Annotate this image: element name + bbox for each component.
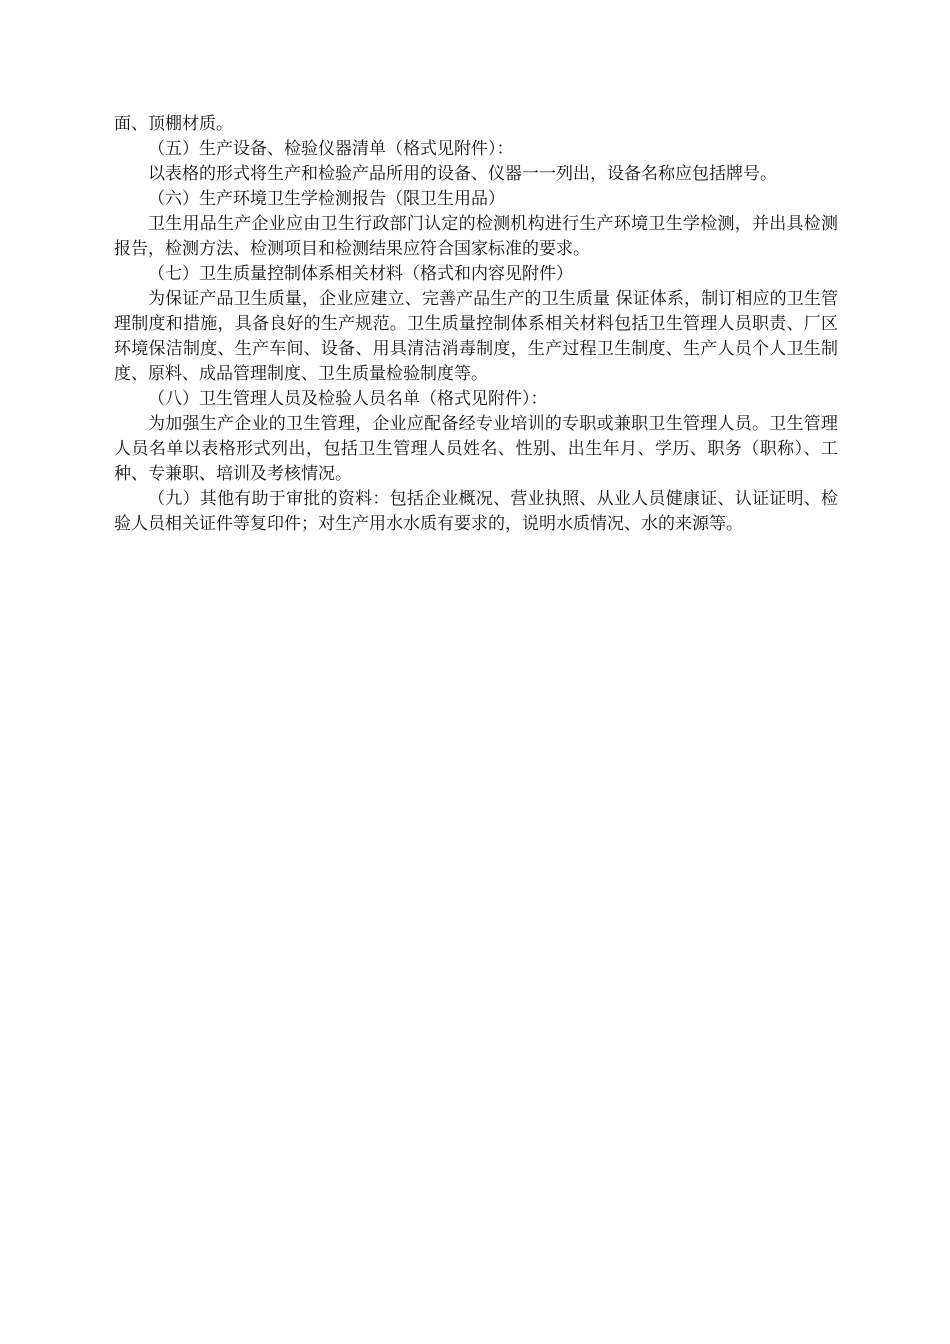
paragraph-continuation: 面、顶棚材质。 bbox=[114, 114, 233, 134]
paragraph-section-7: 为保证产品卫生质量，企业应建立、完善产品生产的卫生质量 保证体系，制订相应的卫生管理制度和措施，具备良好的生产规范。卫生质量控制体系相关材料包括卫生管理人员职责、厂区环境保洁制度、生产车间、设备、用具清洁消毒制度，生产过程卫生制度、生产人员个人卫生制度、原料、成品管理制度、卫生质量检验制度等。 bbox=[114, 289, 838, 384]
heading-section-7: （七）卫生质量控制体系相关材料（格式和内容见附件） bbox=[148, 264, 573, 284]
heading-section-8: （八）卫生管理人员及检验人员名单（格式见附件）： bbox=[148, 389, 548, 409]
paragraph-section-8: 为加强生产企业的卫生管理，企业应配备经专业培训的专职或兼职卫生管理人员。卫生管理人员名单以表格形式列出，包括卫生管理人员姓名、性别、出生年月、学历、职务（职称）、工种、专兼职、培训及考核情况。 bbox=[114, 414, 838, 484]
paragraph-section-9: （九）其他有助于审批的资料：包括企业概况、营业执照、从业人员健康证、认证证明、检验人员相关证件等复印件；对生产用水水质有要求的，说明水质情况、水的来源等。 bbox=[114, 489, 838, 534]
heading-section-5: （五）生产设备、检验仪器清单（格式见附件）： bbox=[148, 139, 514, 159]
paragraph-section-5: 以表格的形式将生产和检验产品所用的设备、仪器一一列出，设备名称应包括牌号。 bbox=[148, 164, 777, 184]
paragraph-section-6: 卫生用品生产企业应由卫生行政部门认定的检测机构进行生产环境卫生学检测，并出具检测报告，检测方法、检测项目和检测结果应符合国家标准的要求。 bbox=[114, 214, 838, 259]
heading-section-6: （六）生产环境卫生学检测报告（限卫生用品） bbox=[148, 189, 505, 209]
document-body bbox=[114, 112, 838, 537]
